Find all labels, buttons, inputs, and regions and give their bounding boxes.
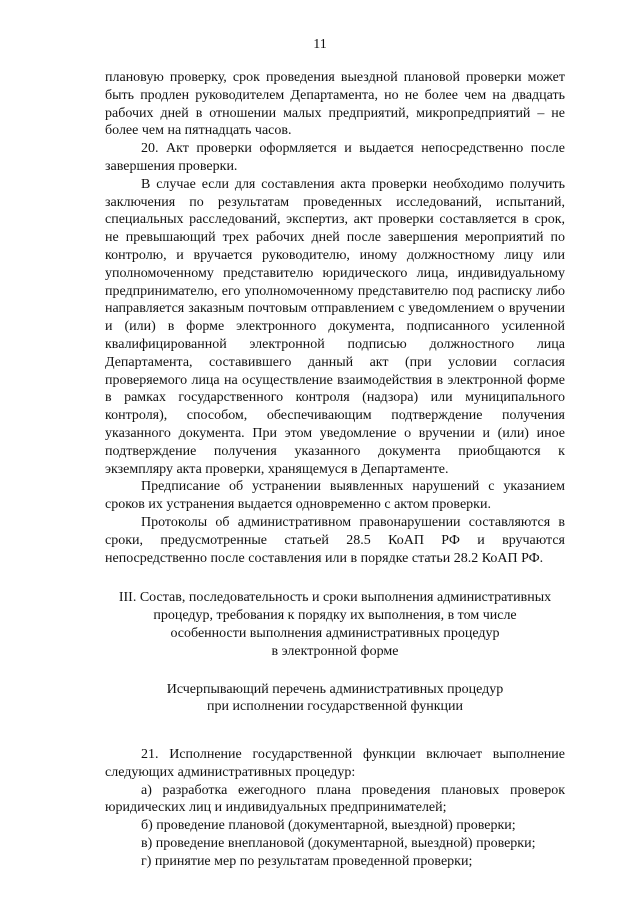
- paragraph-continuation: плановую проверку, срок проведения выездной плановой проверки может быть продлен руководителем Департамента, но не более чем на двадцать рабочих дней в отношении малых предприятий, микропредприятий – не более чем на пятнадцать часов.: [105, 70, 565, 139]
- document-body: [105, 69, 565, 871]
- paragraph-20: 20. Акт проверки оформляется и выдается непосредственно после завершения проверки.: [105, 141, 565, 174]
- paragraph-prescription: Предписание об устранении выявленных нарушений с указанием сроков их устранения выдается одновременно с актом проверки.: [105, 479, 565, 513]
- section-heading-line-2: процедур, требования к порядку их выполнения, в том числе: [153, 608, 517, 624]
- paragraph-act-delivery: В случае если для составления акта проверки необходимо получить заключения по результатам проведенных исследований, испытаний, специальных расследований, экспертиз, акт проверки составляется в срок, не превышающий трех рабочих дней после завершения мероприятий по контролю, и вручается руководителю, иному должностному лицу или уполномоченному представителю юридического лица, индивидуальному предпринимателю, его уполномоченному представителю под расписку либо направляется заказным почтовым отправлением с уведомлением о вручении и (или) в форме электронного документа, подписанного усиленной квалифицированной электронной подписью должностного лица Департамента, составившего данный акт (при условии согласия проверяемого лица на осуществление взаимодействия в электронной форме в рамках государственного контроля (надзора) или муниципального контроля), способом, обеспечивающим подтверждение получения указанного документа. При этом уведомление о вручении и (или) иное подтверждение получения указанного документа приобщаются к экземпляру акта проверки, хранящемуся в Департаменте.: [105, 176, 565, 477]
- list-item: а) разработка ежегодного плана проведения плановых проверок юридических лиц и индивидуальных предпринимателей;: [105, 782, 565, 816]
- subheading-line-1: Исчерпывающий перечень административных процедур: [166, 681, 504, 697]
- section-heading-line-1: III. Состав, последовательность и сроки выполнения административных: [118, 590, 552, 606]
- page-number: 11: [313, 37, 327, 52]
- section-heading-line-4: в электронной форме: [271, 643, 399, 659]
- list-item: б) проведение плановой (документарной, выездной) проверки;: [141, 818, 516, 834]
- paragraph-protocols: Протоколы об административном правонарушении составляются в сроки, предусмотренные статьей 28.5 КоАП РФ и вручаются непосредственно после составления или в порядке статьи 28.2 КоАП РФ.: [105, 514, 565, 566]
- list-item: в) проведение внеплановой (документарной, выездной) проверки;: [141, 836, 536, 852]
- list-item: г) принятие мер по результатам проведенной проверки;: [141, 853, 473, 869]
- section-heading-line-3: особенности выполнения административных процедур: [170, 625, 500, 641]
- subheading-line-2: при исполнении государственной функции: [207, 699, 463, 715]
- paragraph-21: 21. Исполнение государственной функции включает выполнение следующих административных процедур:: [105, 747, 565, 780]
